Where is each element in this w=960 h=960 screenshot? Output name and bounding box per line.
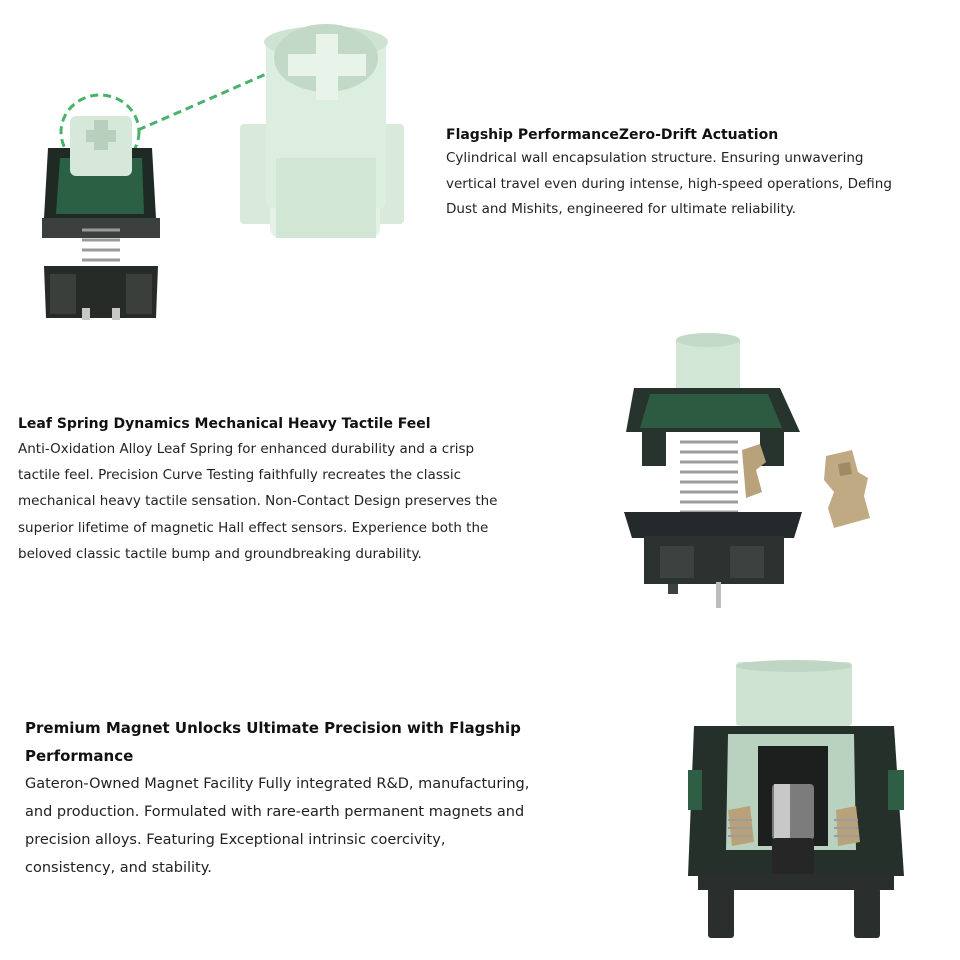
section-body: Gateron-Owned Magnet Facility Fully integrated R&D, manufacturing, and production. Formulated with rare-earth permanent magnets and precision alloys. Featuring Exceptional intrinsic coercivity, consistency, and stability. <box>25 776 530 876</box>
section-title: Leaf Spring Dynamics Mechanical Heavy Tactile Feel <box>18 416 431 432</box>
section-title: Premium Magnet Unlocks Ultimate Precision with Flagship Performance <box>25 719 521 765</box>
exploded-switch-illustration <box>620 332 900 614</box>
leaf-spring-section <box>18 412 498 567</box>
section-body: Cylindrical wall encapsulation structure. Ensuring unwavering vertical travel even during intense, high-speed operations, Defing Dust and Mishits, engineered for ultimate reliability. <box>446 150 892 217</box>
section-title: Flagship PerformanceZero-Drift Actuation <box>446 127 779 143</box>
magnet-cutaway-illustration <box>688 660 916 946</box>
zero-drift-section <box>446 124 916 223</box>
section-body: Anti-Oxidation Alloy Leaf Spring for enhanced durability and a crisp tactile feel. Precision Curve Testing faithfully recreates the classic mechanical heavy tactile sensation. Non-Contact Design preserves the superior lifetime of magnetic Hall effect sensors. Experience both the beloved classic tactile bump and groundbreaking durability. <box>18 441 498 562</box>
magnet-section <box>25 714 535 882</box>
switch-stem-closeup-illustration <box>30 18 420 338</box>
